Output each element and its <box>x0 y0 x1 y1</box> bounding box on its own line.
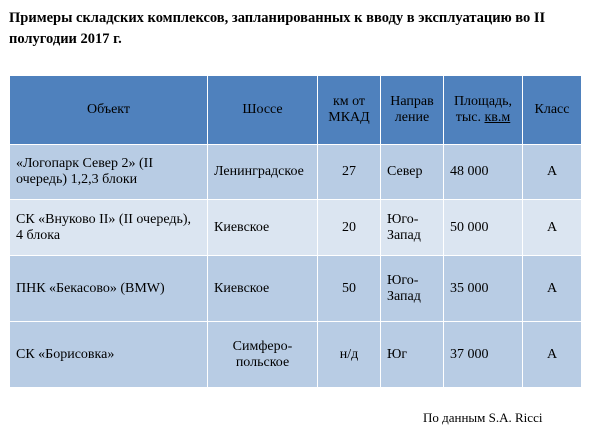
page-title: Примеры складских комплексов, запланированных к вводу в эксплуатацию во II полугодии 2017 г. <box>9 10 546 47</box>
header-area: Площадь, тыс. кв.м <box>444 76 523 145</box>
table-row <box>10 322 582 388</box>
cell-area: 48 000 <box>444 145 523 200</box>
header-highway: Шоссе <box>208 76 318 145</box>
cell-object: СК «Внуково II» (II очередь), 4 блока <box>10 200 208 256</box>
cell-object: ПНК «Бекасово» (BMW) <box>10 256 208 322</box>
cell-area: 35 000 <box>444 256 523 322</box>
cell-highway: Ленинградское <box>208 145 318 200</box>
cell-km: 20 <box>318 200 381 256</box>
cell-direction: Юго-Запад <box>381 200 444 256</box>
cell-km: н/д <box>318 322 381 388</box>
header-object: Объект <box>10 76 208 145</box>
warehouse-table <box>9 75 582 388</box>
cell-direction: Север <box>381 145 444 200</box>
table-row <box>10 256 582 322</box>
cell-area: 37 000 <box>444 322 523 388</box>
cell-highway: Симферо-польское <box>208 322 318 388</box>
header-km: км от МКАД <box>318 76 381 145</box>
cell-object: «Логопарк Север 2» (II очередь) 1,2,3 блоки <box>10 145 208 200</box>
cell-km: 50 <box>318 256 381 322</box>
table-row <box>10 200 582 256</box>
table-row <box>10 145 582 200</box>
cell-class: А <box>523 322 582 388</box>
cell-highway: Киевское <box>208 256 318 322</box>
cell-highway: Киевское <box>208 200 318 256</box>
cell-class: А <box>523 200 582 256</box>
cell-area: 50 000 <box>444 200 523 256</box>
source-note: По данным S.A. Ricci <box>423 410 543 425</box>
cell-object: СК «Борисовка» <box>10 322 208 388</box>
cell-direction: Юг <box>381 322 444 388</box>
cell-class: А <box>523 256 582 322</box>
table-header-row <box>10 76 582 145</box>
cell-km: 27 <box>318 145 381 200</box>
header-direction: Направ ление <box>381 76 444 145</box>
cell-class: А <box>523 145 582 200</box>
header-class: Класс <box>523 76 582 145</box>
cell-direction: Юго-Запад <box>381 256 444 322</box>
